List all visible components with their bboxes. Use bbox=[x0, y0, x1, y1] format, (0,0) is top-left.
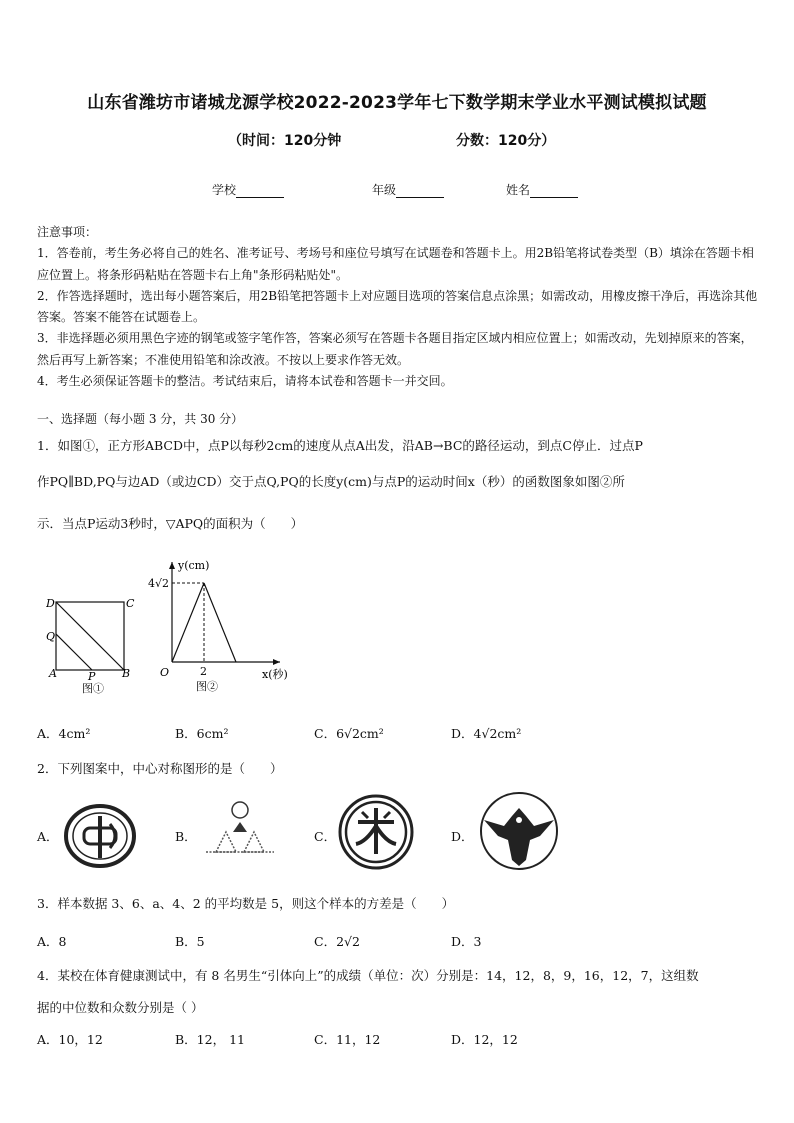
grade-field[interactable]: 年级 bbox=[372, 181, 444, 198]
question-4-options bbox=[37, 1030, 759, 1048]
label-P: P bbox=[88, 670, 96, 683]
option-c[interactable]: C． bbox=[314, 829, 337, 844]
pattern-c-icon bbox=[336, 792, 416, 872]
name-field[interactable]: 姓名 bbox=[506, 181, 578, 198]
note-item: 4．考生必须保证答题卡的整洁。考试结束后，请将本试卷和答题卡一并交回。 bbox=[37, 374, 453, 389]
figure-2-graph bbox=[146, 556, 296, 696]
option-c[interactable]: C．11，12 bbox=[314, 1032, 381, 1047]
label-A: A bbox=[49, 667, 57, 680]
option-c[interactable]: C．6√2cm² bbox=[314, 726, 384, 741]
label-C: C bbox=[126, 597, 135, 610]
figure-1-square bbox=[46, 590, 141, 700]
x-axis-label: x(秒) bbox=[262, 668, 288, 681]
option-a[interactable]: A．4cm² bbox=[37, 726, 91, 741]
question-3-options bbox=[37, 932, 759, 950]
option-b[interactable]: B．12， 11 bbox=[175, 1032, 245, 1047]
option-d[interactable]: D． bbox=[451, 829, 474, 844]
figure-2-caption: 图② bbox=[196, 680, 218, 693]
exam-score: 分数：120分） bbox=[456, 133, 556, 149]
question-3-stem: 3．样本数据 3、6、a、4、2 的平均数是 5，则这个样本的方差是（ ） bbox=[37, 896, 455, 911]
option-b[interactable]: B．6cm² bbox=[175, 726, 229, 741]
option-a[interactable]: A．10，12 bbox=[37, 1032, 103, 1047]
option-b[interactable]: B． bbox=[175, 829, 197, 844]
y-max-label: 4√2 bbox=[148, 577, 170, 590]
notes-heading: 注意事项： bbox=[37, 225, 98, 239]
question-1-options bbox=[37, 724, 759, 742]
school-field[interactable]: 学校 bbox=[212, 181, 284, 198]
exam-time: （时间：120分钟 bbox=[228, 133, 342, 149]
origin-label: O bbox=[160, 666, 170, 679]
option-a[interactable]: A． bbox=[37, 829, 59, 844]
pattern-b-icon bbox=[200, 796, 280, 858]
notes-block bbox=[37, 222, 759, 392]
pattern-d-icon bbox=[474, 790, 564, 872]
question-4-line-2: 据的中位数和众数分别是（ ） bbox=[37, 1000, 204, 1015]
question-4-line-1: 4．某校在体育健康测试中，有 8 名男生“引体向上”的成绩（单位：次）分别是：14，12，8，9，16，12，7，这组数 bbox=[37, 968, 699, 983]
option-c[interactable]: C．2√2 bbox=[314, 934, 360, 949]
option-d[interactable]: D．4√2cm² bbox=[451, 726, 522, 741]
page-title: 山东省潍坊市诸城龙源学校2022-2023学年七下数学期末学业水平测试模拟试题 bbox=[87, 93, 707, 113]
x-tick-label: 2 bbox=[200, 665, 207, 678]
pattern-a-icon bbox=[60, 800, 140, 872]
figure-1-caption: 图① bbox=[82, 682, 104, 695]
question-1-line-1: 1．如图①，正方形ABCD中，点P以每秒2cm的速度从点A出发，沿AB→BC的路径运动，到点C停止．过点P bbox=[37, 438, 643, 453]
label-D: D bbox=[46, 597, 55, 610]
option-b[interactable]: B．5 bbox=[175, 934, 205, 949]
question-1-line-2: 作PQ∥BD,PQ与边AD（或边CD）交于点Q,PQ的长度y(cm)与点P的运动时间x（秒）的函数图象如图②所 bbox=[37, 474, 625, 489]
question-2-stem: 2．下列图案中，中心对称图形的是（ ） bbox=[37, 761, 283, 776]
y-axis-label: y(cm) bbox=[178, 559, 210, 572]
option-d[interactable]: D．12，12 bbox=[451, 1032, 518, 1047]
label-B: B bbox=[122, 667, 131, 680]
question-1-line-3: 示．当点P运动3秒时，▽APQ的面积为（ ） bbox=[37, 516, 304, 531]
label-Q: Q bbox=[46, 630, 56, 643]
note-item: 3．非选择题必须用黑色字迹的钢笔或签字笔作答，答案必须写在答题卡各题目指定区域内相应位置上；如需改动，先划掉原来的答案，然后再写上新答案；不准使用铅笔和涂改液。不按以上要求作答无效。 bbox=[37, 331, 753, 367]
section-heading: 一、选择题（每小题 3 分，共 30 分） bbox=[37, 412, 244, 426]
option-a[interactable]: A．8 bbox=[37, 934, 67, 949]
option-d[interactable]: D．3 bbox=[451, 934, 482, 949]
note-item: 1．答卷前，考生务必将自己的姓名、准考证号、考场号和座位号填写在试题卷和答题卡上。用2B铅笔将试卷类型（B）填涂在答题卡相应位置上。将条形码粘贴在答题卡右上角"条形码粘贴处"。 bbox=[37, 246, 754, 282]
note-item: 2．作答选择题时，选出每小题答案后，用2B铅笔把答题卡上对应题目选项的答案信息点涂黑；如需改动，用橡皮擦干净后，再选涂其他答案。答案不能答在试题卷上。 bbox=[37, 288, 758, 325]
